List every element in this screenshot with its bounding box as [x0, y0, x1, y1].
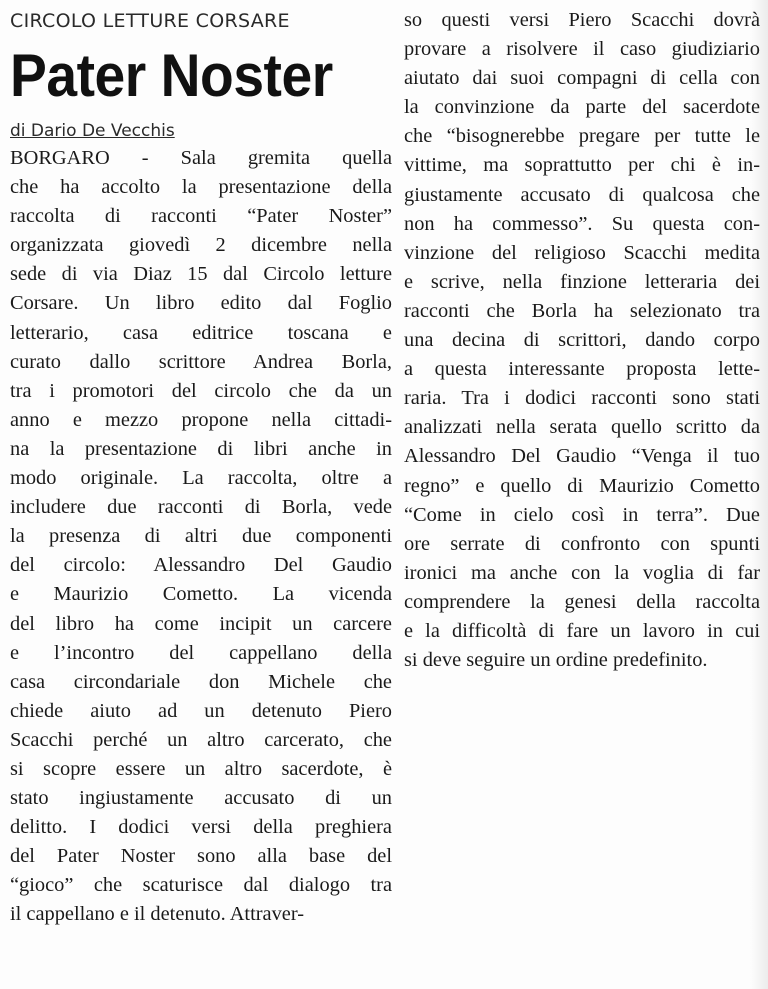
text-line: Alessandro Del Gaudio “Venga il tuo: [404, 445, 760, 468]
text-line: si deve seguire un ordine predefinito.: [404, 649, 708, 672]
text-line: si scopre essere un altro sacerdote, è: [10, 757, 392, 780]
article-headline: Pater Noster: [10, 42, 333, 109]
text-line: tra i promotori del circolo che da un: [10, 379, 392, 402]
text-line: raccolta di racconti “Pater Noster”: [10, 205, 392, 228]
text-line: ore serrate di confronto con spunti: [404, 532, 760, 555]
text-line: e scrive, nella finzione letteraria dei: [404, 270, 760, 293]
text-line: a questa interessante proposta lette-: [404, 358, 760, 381]
text-line: na la presentazione di libri anche in: [10, 437, 392, 460]
text-line: che “bisognerebbe pregare per tutte le: [404, 125, 760, 148]
text-line: BORGARO - Sala gremita quella: [10, 147, 392, 169]
text-line: Scacchi perché un altro carcerato, che: [10, 728, 392, 751]
text-line: racconti che Borla ha selezionato tra: [404, 299, 760, 322]
text-line: aiutato dai suoi compagni di cella con: [404, 67, 760, 90]
text-line: letterario, casa editrice toscana e: [10, 321, 392, 344]
text-line: e Maurizio Cometto. La vicenda: [10, 583, 392, 606]
text-line: vinzione del religioso Scacchi medita: [404, 241, 760, 264]
text-line: anno e mezzo propone nella cittadi-: [10, 408, 392, 431]
text-line: del circolo: Alessandro Del Gaudio: [10, 554, 392, 577]
left-column: [10, 6, 392, 930]
text-line: analizzati nella serata quello scritto da: [404, 416, 760, 439]
text-line: Corsare. Un libro edito dal Foglio: [10, 292, 392, 315]
text-line: comprendere la genesi della raccolta: [404, 590, 760, 613]
text-line: giustamente accusato di qualcosa che: [404, 183, 760, 206]
text-line: “gioco” che scaturisce dal dialogo tra: [10, 874, 392, 897]
article-byline: di Dario De Vecchis: [10, 121, 175, 141]
text-line: del Pater Noster sono alla base del: [10, 845, 392, 868]
right-column: [404, 6, 760, 675]
text-line: regno” e quello di Maurizio Cometto: [404, 474, 760, 497]
text-line: organizzata giovedì 2 dicembre nella: [10, 234, 392, 257]
text-line: non ha commesso”. Su questa con-: [404, 212, 760, 235]
section-kicker: CIRCOLO LETTURE CORSARE: [10, 10, 290, 32]
text-line: chiede aiuto ad un detenuto Piero: [10, 699, 392, 722]
text-line: sede di via Diaz 15 dal Circolo letture: [10, 263, 392, 286]
text-line: delitto. I dodici versi della preghiera: [10, 816, 392, 839]
text-line: casa circondariale don Michele che: [10, 670, 392, 693]
text-line: una decina di scrittori, dando corpo: [404, 329, 760, 352]
text-line: raria. Tra i dodici racconti sono stati: [404, 387, 760, 410]
text-line: del libro ha come incipit un carcere: [10, 612, 392, 635]
text-line: “Come in cielo così in terra”. Due: [404, 503, 760, 526]
text-line: so questi versi Piero Scacchi dovrà: [404, 9, 760, 31]
text-line: includere due racconti di Borla, vede: [10, 496, 392, 519]
text-line: il cappellano e il detenuto. Attraver-: [10, 903, 305, 926]
left-column-body: [10, 144, 392, 930]
text-line: e la difficoltà di fare un lavoro in cui: [404, 619, 760, 642]
text-line: e l’incontro del cappellano della: [10, 641, 392, 664]
text-line: vittime, ma soprattutto per chi è in-: [404, 154, 760, 177]
text-line: che ha accolto la presentazione della: [10, 176, 392, 199]
right-column-body: [404, 6, 760, 675]
text-line: stato ingiustamente accusato di un: [10, 787, 392, 810]
text-line: modo originale. La raccolta, oltre a: [10, 467, 392, 490]
text-line: provare a risolvere il caso giudiziario: [404, 38, 760, 61]
text-line: curato dallo scrittore Andrea Borla,: [10, 350, 392, 373]
text-line: ironici ma anche con la voglia di far: [404, 561, 760, 584]
text-line: la presenza di altri due componenti: [10, 525, 392, 548]
text-line: la convinzione da parte del sacerdote: [404, 96, 760, 119]
